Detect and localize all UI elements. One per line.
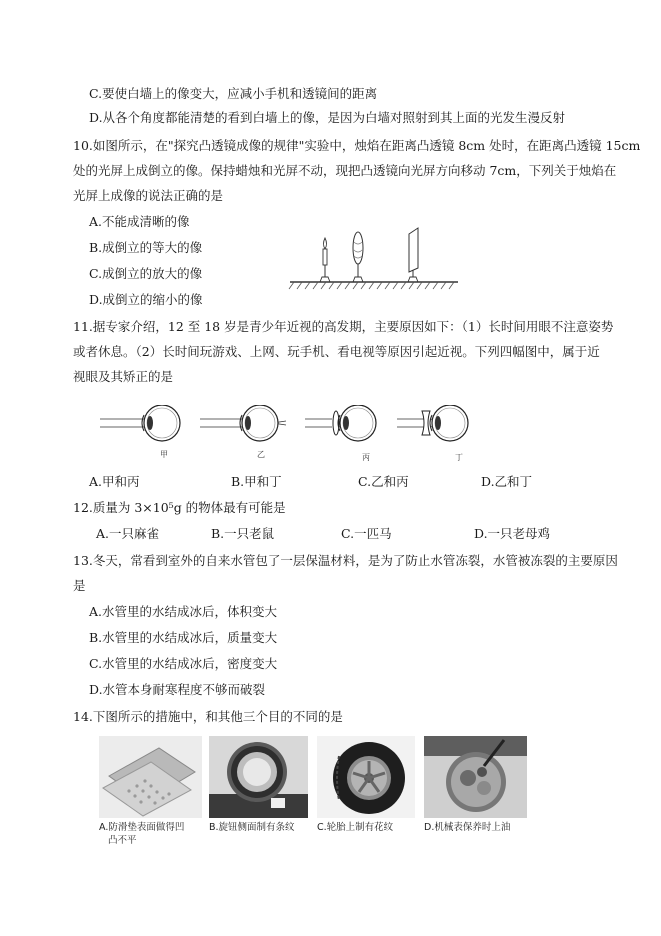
q12-option-b: B.一只老鼠	[211, 526, 275, 541]
q13-option-d: D.水管本身耐寒程度不够而破裂	[89, 682, 266, 697]
antislip-mat-icon	[99, 736, 202, 818]
caption-d: D.机械表保养时上油	[424, 822, 511, 833]
q14-stem: 14.下图所示的措施中，和其他三个目的不同的是	[73, 709, 343, 724]
q11-stem-line-2: 或者休息。（2）长时间玩游戏、上网、玩手机、看电视等原因引起近视。下列四幅图中，属于近	[73, 344, 600, 359]
eye-diagram-jia	[100, 405, 180, 441]
q11-option-c: C.乙和丙	[358, 474, 409, 489]
optical-bench-figure	[286, 222, 462, 294]
q10-option-a: A.不能成清晰的像	[89, 214, 190, 229]
eye-diagram-yi	[200, 405, 286, 441]
q11-option-b: B.甲和丁	[231, 474, 282, 489]
q13-stem-line-1: 13.冬天，常看到室外的自来水管包了一层保温材料，是为了防止水管冻裂，水管被冻裂的主要原因	[73, 553, 618, 568]
option-d-prev: D.从各个角度都能清楚的看到白墙上的像，是因为白墙对照射到其上面的光发生漫反射	[89, 110, 566, 125]
caption-a-line-2: 凸不平	[108, 835, 137, 846]
q13-option-a: A.水管里的水结成冰后，体积变大	[89, 604, 278, 619]
caption-a: A.防滑垫表面做得凹	[99, 822, 185, 833]
q11-stem-line-1: 11.据专家介绍，12 至 18 岁是青少年近视的高发期，主要原因如下：（1）长时间用眼不注意姿势	[73, 319, 614, 334]
convex-lens-icon	[353, 232, 363, 282]
eye-diagrams-figure	[100, 405, 480, 465]
eye-label-bing: 丙	[362, 453, 370, 462]
q10-stem-line-1: 10.如图所示，在"探究凸透镜成像的规律"实验中，烛焰在距离凸透镜 8cm 处时，在距离凸透镜 15cm	[73, 138, 641, 153]
q13-stem-line-2: 是	[73, 578, 86, 593]
q10-option-d: D.成倒立的缩小的像	[89, 292, 203, 307]
q10-option-c: C.成倒立的放大的像	[89, 266, 203, 281]
eye-diagram-ding	[397, 405, 468, 441]
eye-label-jia: 甲	[160, 450, 168, 459]
eye-label-ding: 丁	[455, 453, 463, 462]
photo-tire	[317, 736, 415, 818]
knob-icon	[209, 736, 308, 818]
watch-icon	[424, 736, 527, 818]
photo-watch	[424, 736, 527, 818]
q13-option-c: C.水管里的水结成冰后，密度变大	[89, 656, 278, 671]
q11-option-a: A.甲和丙	[89, 474, 140, 489]
candle-icon	[320, 238, 330, 282]
option-c-prev: C.要使白墙上的像变大，应减小手机和透镜间的距离	[89, 86, 378, 101]
q10-option-b: B.成倒立的等大的像	[89, 240, 203, 255]
eye-diagram-bing	[305, 405, 376, 441]
q13-option-b: B.水管里的水结成冰后，质量变大	[89, 630, 278, 645]
q10-stem-line-3: 光屏上成像的说法正确的是	[73, 188, 224, 203]
caption-c: C.轮胎上制有花纹	[317, 822, 394, 833]
q10-stem-line-2: 处的光屏上成倒立的像。保持蜡烛和光屏不动，现把凸透镜向光屏方向移动 7cm，下列关于烛焰在	[73, 163, 617, 178]
q12-stem: 12.质量为 3×10⁵g 的物体最有可能是	[73, 500, 286, 515]
photo-antislip-mat	[99, 736, 202, 818]
light-screen-icon	[408, 228, 418, 282]
tire-icon	[317, 736, 415, 818]
eye-label-yi: 乙	[257, 450, 265, 459]
q12-option-a: A.一只麻雀	[96, 526, 160, 541]
photo-knob	[209, 736, 308, 818]
q11-stem-line-3: 视眼及其矫正的是	[73, 369, 174, 384]
caption-b: B.旋钮侧面制有条纹	[209, 822, 295, 833]
q12-option-d: D.一只老母鸡	[474, 526, 551, 541]
q12-option-c: C.一匹马	[341, 526, 392, 541]
q11-option-d: D.乙和丁	[481, 474, 533, 489]
